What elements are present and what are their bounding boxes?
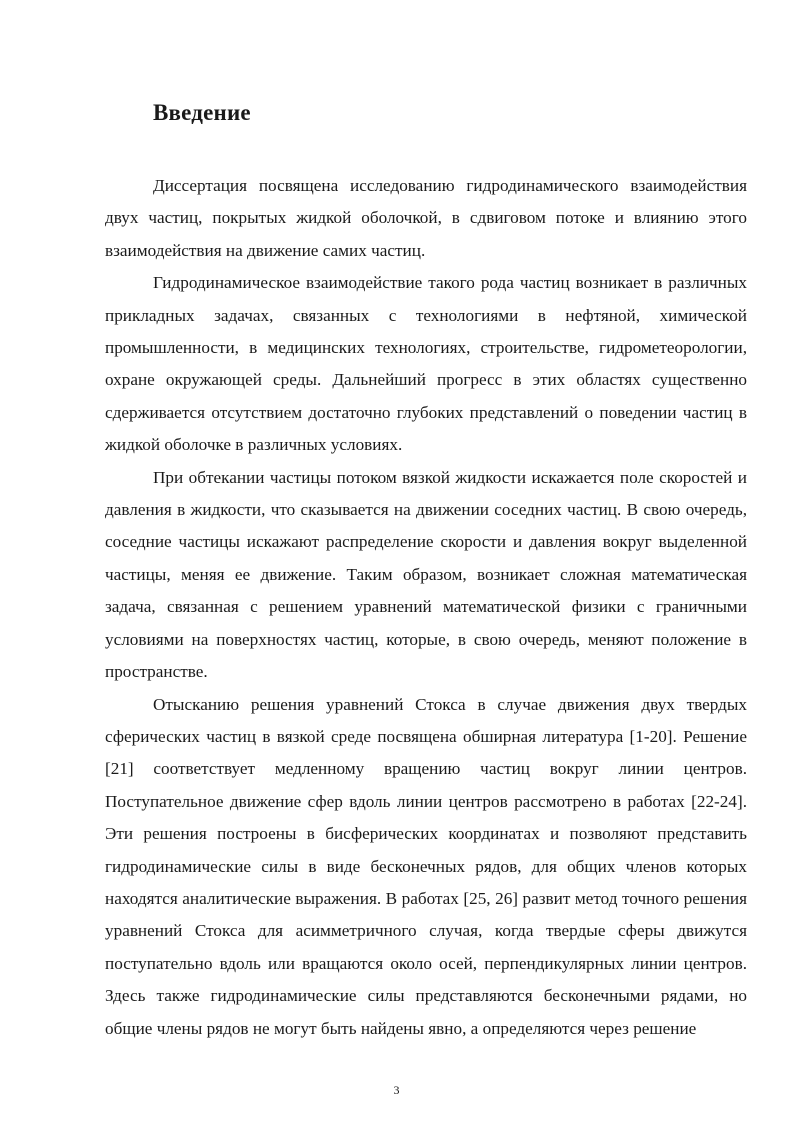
paragraph-2: Гидродинамическое взаимодействие такого рода частиц возникает в различных прикладных задачах, связанных с технологиями в нефтяной, химической промышленности, в медицинских технологиях, строительстве, гидрометеорологии, охране окружающей среды. Дальнейший прогресс в этих областях существенно сдерживается отсутствием достаточно глубоких представлений о поведении частиц в жидкой оболочке в различных условиях. xyxy=(105,273,747,455)
section-heading: Введение xyxy=(153,100,251,125)
paragraph-3: При обтекании частицы потоком вязкой жидкости искажается поле скоростей и давления в жидкости, что сказывается на движении соседних частиц. В свою очередь, соседние частицы искажают распределение скорости и давления вокруг выделенной частицы, меняя ее движение. Таким образом, возникает сложная математическая задача, связанная с решением уравнений математической физики с граничными условиями на поверхностях частиц, которые, в свою очередь, меняют положение в пространстве. xyxy=(105,467,747,682)
page-number: 3 xyxy=(393,1083,400,1097)
paragraph-1: Диссертация посвящена исследованию гидродинамического взаимодействия двух частиц, покрытых жидкой оболочкой, в сдвиговом потоке и влиянию этого взаимодействия на движение самих частиц. xyxy=(105,176,747,260)
paragraph-4: Отысканию решения уравнений Стокса в случае движения двух твердых сферических частиц в вязкой среде посвящена обширная литература [1-20]. Решение [21] соответствует медленному вращению частиц вокруг линии центров. Поступательное движение сфер вдоль линии центров рассмотрено в работах [22-24]. Эти решения построены в бисферических координатах и позволяют представить гидродинамические силы в виде бесконечных рядов, для общих членов которых находятся аналитические выражения. В работах [25, 26] развит метод точного решения уравнений Стокса для асимметричного случая, когда твердые сферы движутся поступательно вдоль или вращаются около осей, перпендикулярных линии центров. Здесь также гидродинамические силы представляются бесконечными рядами, но общие члены рядов не могут быть найдены явно, а определяются через решение xyxy=(105,694,747,1038)
body-text xyxy=(105,170,747,1045)
